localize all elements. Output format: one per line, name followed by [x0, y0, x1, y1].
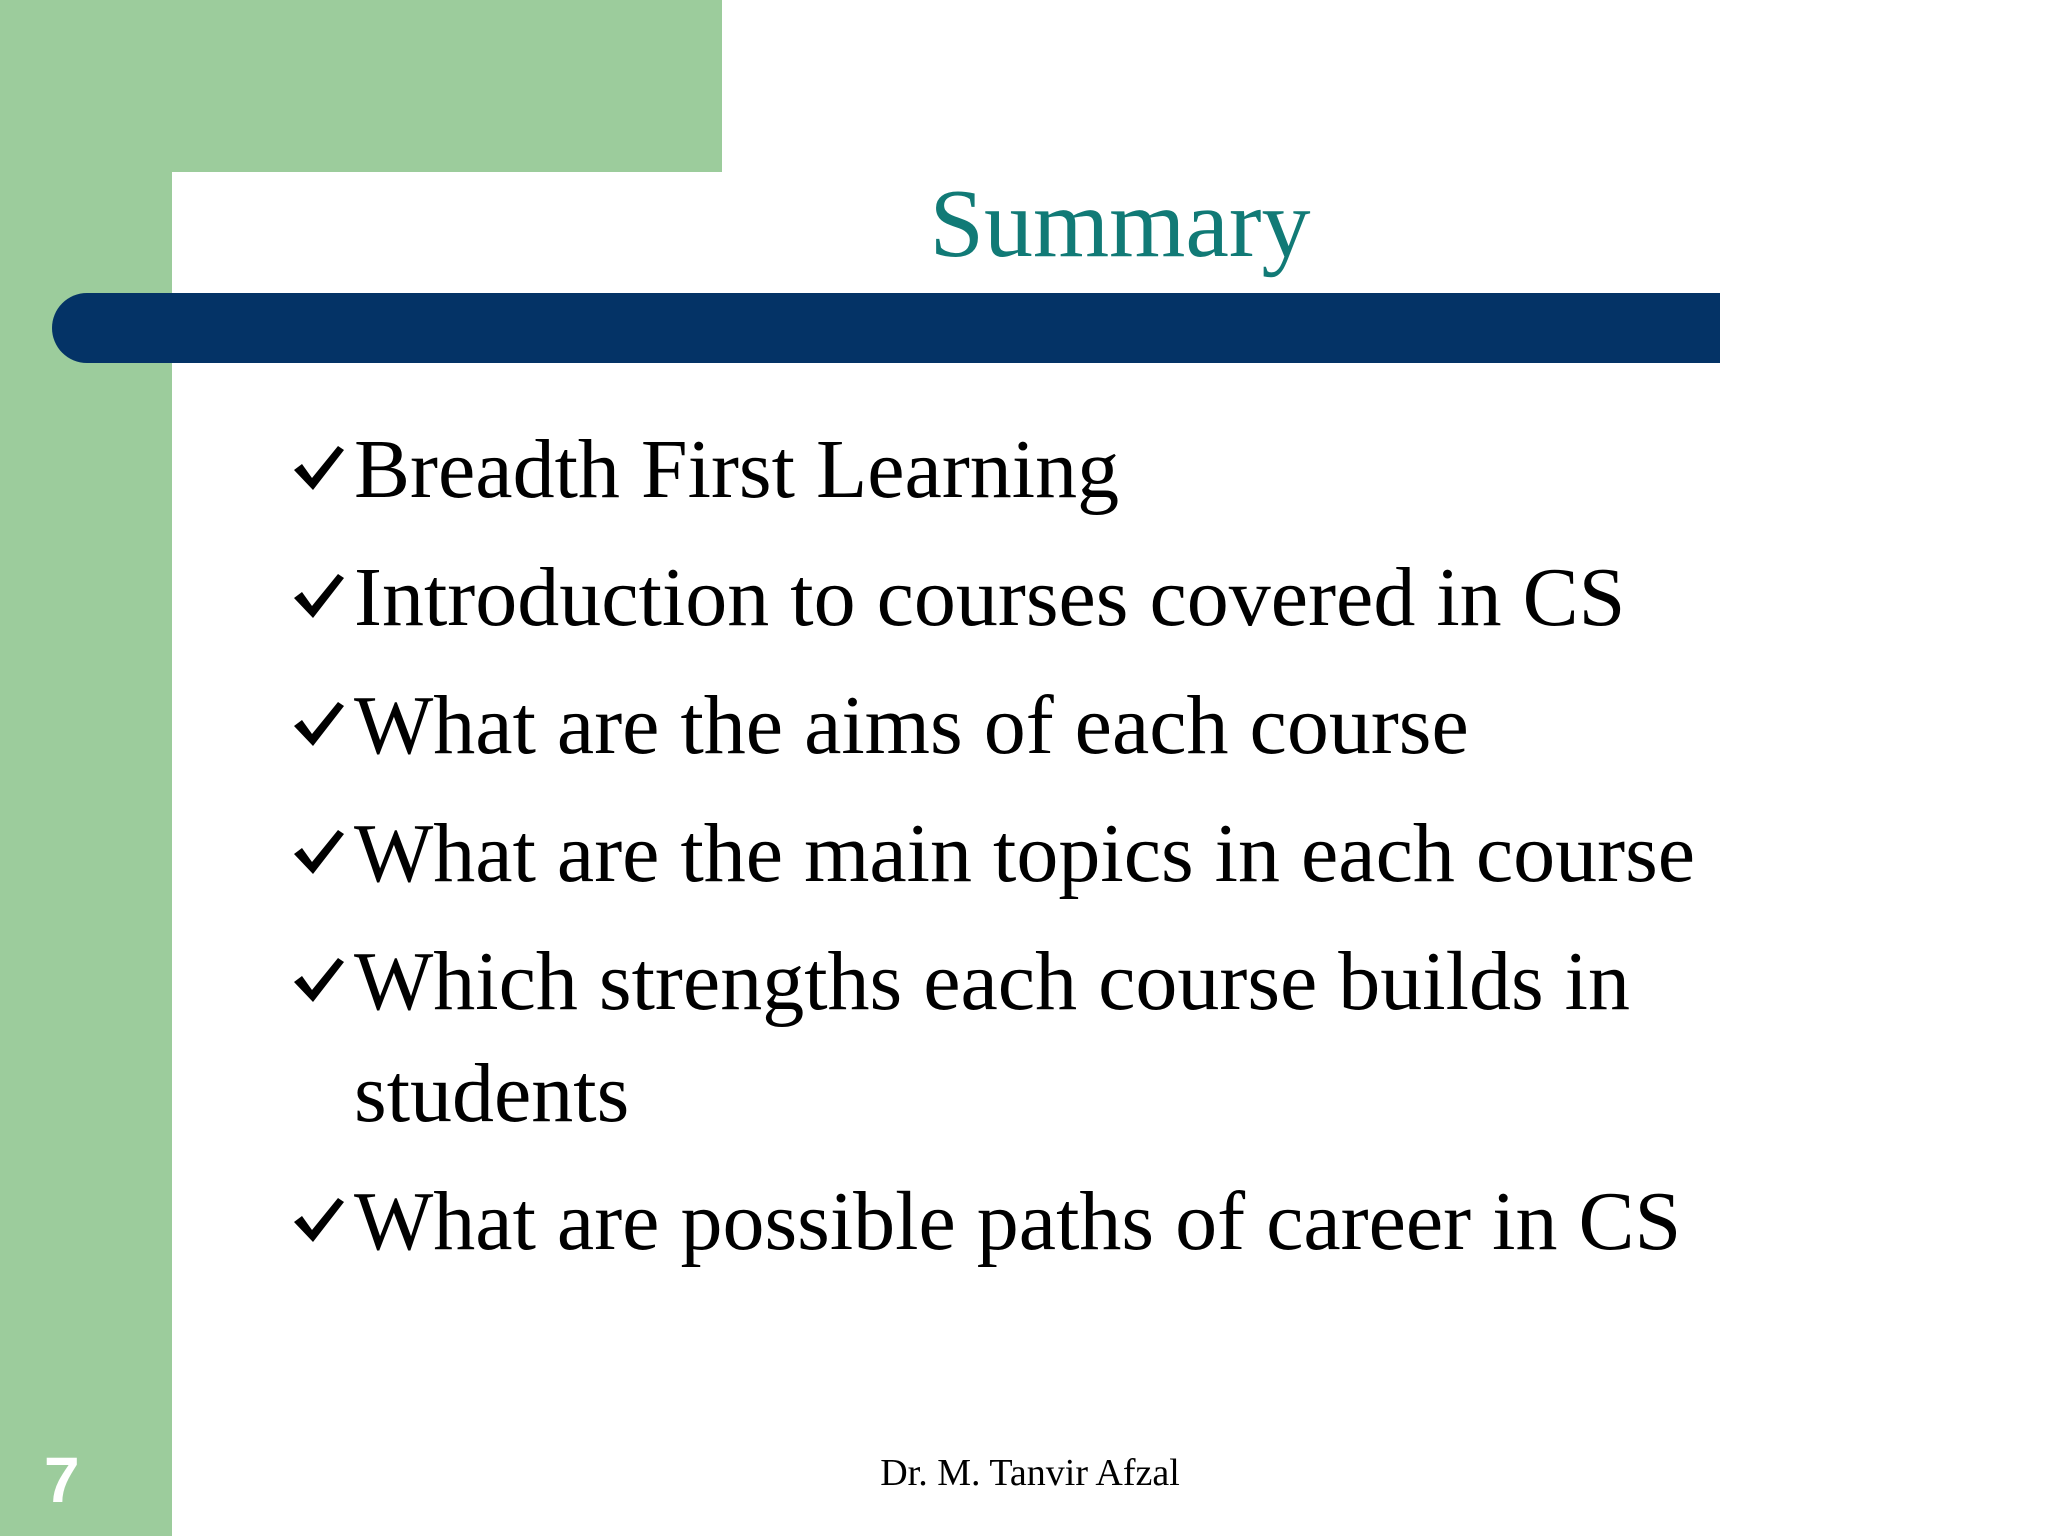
slide-number: 7: [44, 1444, 80, 1516]
bullet-text: Which strengths each course builds in students: [354, 935, 1630, 1140]
bullet-text: Breadth First Learning: [354, 423, 1120, 516]
check-icon: [290, 696, 346, 752]
list-item: [290, 414, 1850, 526]
decorative-green-left-band: [0, 0, 172, 1536]
footer-author: Dr. M. Tanvir Afzal: [880, 1452, 1180, 1494]
check-icon: [290, 952, 346, 1008]
title-underline-bar: [52, 293, 1720, 363]
slide-title: Summary: [929, 170, 1311, 278]
list-item: [290, 670, 1850, 782]
bullet-text: Introduction to courses covered in CS: [354, 551, 1626, 644]
check-icon: [290, 440, 346, 496]
list-item: [290, 798, 1850, 910]
bullet-text: What are the aims of each course: [354, 679, 1469, 772]
check-icon: [290, 824, 346, 880]
bullet-text: What are possible paths of career in CS: [354, 1175, 1682, 1268]
list-item: [290, 1166, 1850, 1278]
bullet-list: [290, 414, 1850, 1294]
list-item: [290, 926, 1850, 1150]
bullet-text: What are the main topics in each course: [354, 807, 1696, 900]
list-item: [290, 542, 1850, 654]
check-icon: [290, 568, 346, 624]
check-icon: [290, 1192, 346, 1248]
